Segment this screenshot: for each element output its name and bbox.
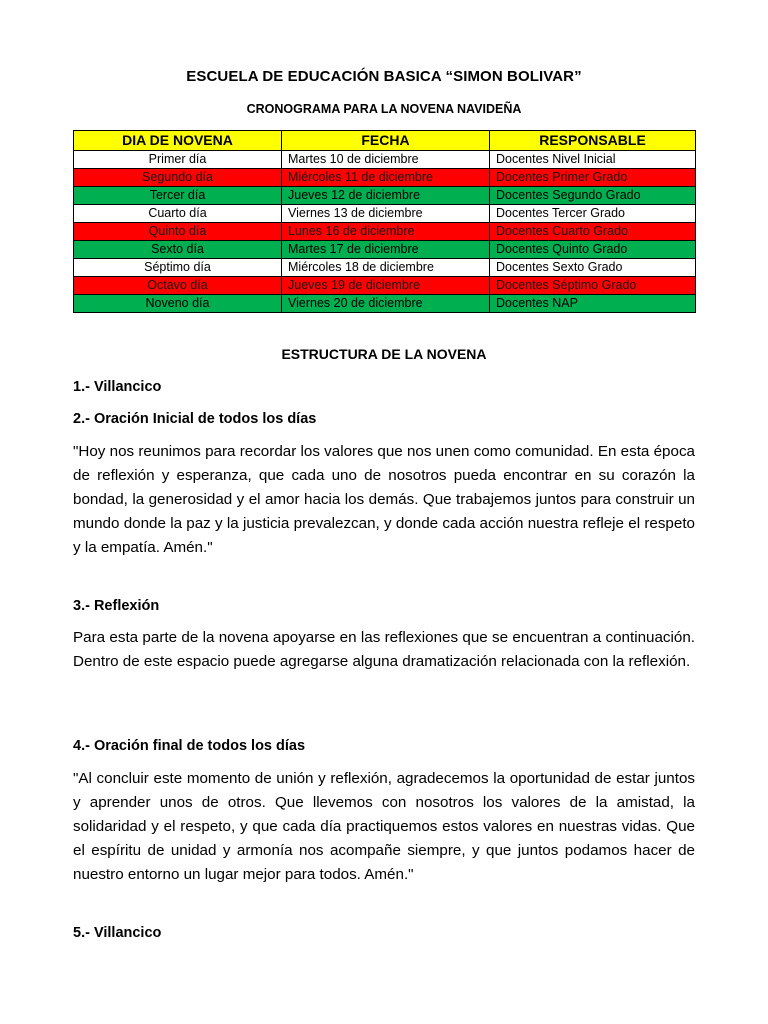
table-row [74, 205, 696, 223]
cell-date: Miércoles 18 de diciembre [282, 259, 490, 277]
cell-date: Jueves 12 de diciembre [282, 187, 490, 205]
cell-responsible: Docentes Quinto Grado [490, 241, 696, 259]
cell-day: Segundo día [74, 169, 282, 187]
table-row [74, 241, 696, 259]
paragraph-reflexion: Para esta parte de la novena apoyarse en las reflexiones que se encuentran a continuación. Dentro de este espacio puede agregarse alguna dramatización relacionada con la reflexión. [73, 629, 695, 670]
cell-responsible: Docentes Séptimo Grado [490, 277, 696, 295]
column-header-date: FECHA [282, 131, 490, 151]
cell-date: Miércoles 11 de diciembre [282, 169, 490, 187]
heading-oracion-final: 4.- Oración final de todos los días [73, 738, 306, 754]
cell-day: Tercer día [74, 187, 282, 205]
column-header-responsible: RESPONSABLE [490, 131, 696, 151]
cell-date: Martes 17 de diciembre [282, 241, 490, 259]
heading-oracion-inicial: 2.- Oración Inicial de todos los días [73, 411, 317, 427]
cell-date: Viernes 20 de diciembre [282, 295, 490, 313]
cell-day: Séptimo día [74, 259, 282, 277]
cell-responsible: Docentes Tercer Grado [490, 205, 696, 223]
cell-date: Viernes 13 de diciembre [282, 205, 490, 223]
table-row [74, 223, 696, 241]
cell-day: Primer día [74, 151, 282, 169]
cell-responsible: Docentes Nivel Inicial [490, 151, 696, 169]
table-row [74, 277, 696, 295]
heading-villancico-5: 5.- Villancico [73, 925, 162, 941]
column-header-day: DIA DE NOVENA [74, 131, 282, 151]
heading-villancico-1: 1.- Villancico [73, 379, 162, 395]
cell-day: Quinto día [74, 223, 282, 241]
table-header-row [74, 131, 696, 151]
cell-responsible: Docentes NAP [490, 295, 696, 313]
cell-responsible: Docentes Segundo Grado [490, 187, 696, 205]
cell-day: Octavo día [74, 277, 282, 295]
table-row [74, 151, 696, 169]
structure-title: ESTRUCTURA DE LA NOVENA [281, 346, 487, 362]
table-row [74, 187, 696, 205]
table-row [74, 169, 696, 187]
school-title: ESCUELA DE EDUCACIÓN BASICA “SIMON BOLIVAR” [186, 68, 582, 85]
schedule-table [73, 130, 696, 313]
paragraph-oracion-inicial: "Hoy nos reunimos para recordar los valores que nos unen como comunidad. En esta época de reflexión y esperanza, que cada uno de nosotros pueda encontrar en su corazón la bondad, la generosidad y el amor hacia los demás. Que trabajemos juntos para construir un mundo donde la paz y la justicia prevalezcan, y donde cada acción nuestra refleje el respeto y la empatía. Amén." [73, 443, 695, 556]
table-row [74, 259, 696, 277]
table-row [74, 295, 696, 313]
table-body [74, 151, 696, 313]
cell-day: Cuarto día [74, 205, 282, 223]
cell-date: Jueves 19 de diciembre [282, 277, 490, 295]
cell-date: Lunes 16 de diciembre [282, 223, 490, 241]
cell-day: Sexto día [74, 241, 282, 259]
paragraph-oracion-final: "Al concluir este momento de unión y reflexión, agradecemos la oportunidad de estar juntos y aprender unos de otros. Que llevemos con nosotros los valores de la amistad, la solidaridad y el respeto, y que cada día practiquemos estos valores en nuestras vidas. Que el espíritu de unidad y armonía nos acompañe siempre, y que juntos podamos hacer de nuestro entorno un lugar mejor para todos. Amén." [73, 770, 695, 883]
heading-reflexion: 3.- Reflexión [73, 598, 160, 614]
schedule-subtitle: CRONOGRAMA PARA LA NOVENA NAVIDEÑA [246, 102, 522, 116]
cell-responsible: Docentes Cuarto Grado [490, 223, 696, 241]
cell-day: Noveno día [74, 295, 282, 313]
cell-responsible: Docentes Sexto Grado [490, 259, 696, 277]
cell-responsible: Docentes Primer Grado [490, 169, 696, 187]
cell-date: Martes 10 de diciembre [282, 151, 490, 169]
